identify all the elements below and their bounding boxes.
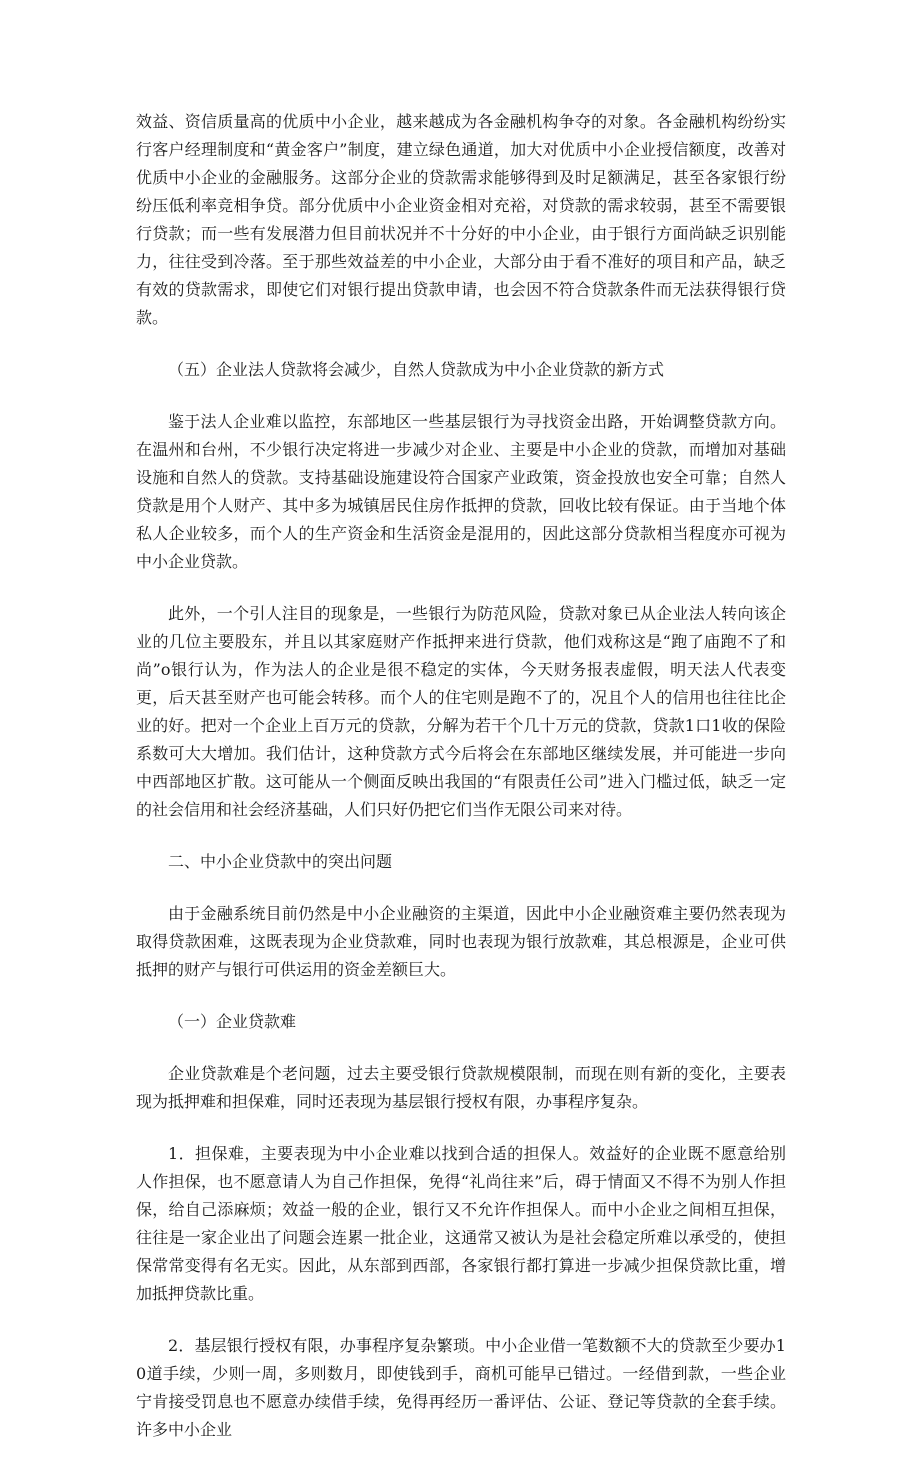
paragraph-loan-difficulty: 企业贷款难是个老问题，过去主要受银行贷款规模限制，而现在则有新的变化，主要表现为抵押难和担保难，同时还表现为基层银行授权有限，办事程序复杂。 xyxy=(136,1064,786,1111)
paragraph-guarantee-difficulty: 1．担保难，主要表现为中小企业难以找到合适的担保人。效益好的企业既不愿意给别人作担保，也不愿意请人为自己作担保，免得“礼尚往来”后，碍于情面又不得不为别人作担保，给自己添麻烦；效益一般的企业，银行又不允许作担保人。而中小企业之间相互担保，往往是一家企业出了问题会连累一批企业，这通常又被认为是社会稳定所难以承受的，使担保常常变得有名无实。因此，从东部到西部，各家银行都打算进一步减少担保贷款比重，增加抵押贷款比重。 xyxy=(136,1144,786,1303)
paragraph-legal-person-loans: 鉴于法人企业难以监控，东部地区一些基层银行为寻找资金出路，开始调整贷款方向。在温州和台州，不少银行决定将进一步减少对企业、主要是中小企业的贷款，而增加对基础设施和自然人的贷款。支持基础设施建设符合国家产业政策，资金投放也安全可靠；自然人贷款是用个人财产、其中多为城镇居民住房作抵押的贷款，回收比较有保证。由于当地个体私人企业较多，而个人的生产资金和生活资金是混用的，因此这部分贷款相当程度亦可视为中小企业贷款。 xyxy=(136,412,786,571)
section-heading-2: 二、中小企业贷款中的突出问题 xyxy=(168,852,393,871)
paragraph-limited-authorization: 2．基层银行授权有限，办事程序复杂繁琐。中小企业借一笔数额不大的贷款至少要办10道手续，少则一周，多则数月，即使钱到手，商机可能早已错过。一经借到款，一些企业宁肯接受罚息也不愿意办续借手续，免得再经历一番评估、公证、登记等贷款的全套手续。许多中小企业 xyxy=(136,1336,786,1439)
subsection-heading-1: （一）企业贷款难 xyxy=(168,1012,297,1031)
document-body xyxy=(136,108,786,1468)
paragraph-financing-difficulty: 由于金融系统目前仍然是中小企业融资的主渠道，因此中小企业融资难主要仍然表现为取得贷款困难，这既表现为企业贷款难，同时也表现为银行放款难，其总根源是，企业可供抵押的财产与银行可供运用的资金差额巨大。 xyxy=(136,904,786,979)
section-heading-5: （五）企业法人贷款将会减少，自然人贷款成为中小企业贷款的新方式 xyxy=(168,360,665,379)
paragraph-shareholder-loans: 此外，一个引人注目的现象是，一些银行为防范风险，贷款对象已从企业法人转向该企业的几位主要股东，并且以其家庭财产作抵押来进行贷款，他们戏称这是“跑了庙跑不了和尚”o银行认为，作为法人的企业是很不稳定的实体，今天财务报表虚假，明天法人代表变更，后天甚至财产也可能会转移。而个人的住宅则是跑不了的，况且个人的信用也往往比企业的好。把对一个企业上百万元的贷款，分解为若干个几十万元的贷款，贷款1口1收的保险系数可大大增加。我们估计，这种贷款方式今后将会在东部地区继续发展，并可能进一步向中西部地区扩散。这可能从一个侧面反映出我国的“有限责任公司”进入门槛过低，缺乏一定的社会信用和社会经济基础，人们只好仍把它们当作无限公司来对待。 xyxy=(136,604,786,819)
paragraph-intro: 效益、资信质量高的优质中小企业，越来越成为各金融机构争夺的对象。各金融机构纷纷实行客户经理制度和“黄金客户”制度，建立绿色通道，加大对优质中小企业授信额度，改善对优质中小企业的金融服务。这部分企业的贷款需求能够得到及时足额满足，甚至各家银行纷纷压低利率竞相争贷。部分优质中小企业资金相对充裕，对贷款的需求较弱，甚至不需要银行贷款；而一些有发展潜力但目前状况并不十分好的中小企业，由于银行方面尚缺乏识别能力，往往受到冷落。至于那些效益差的中小企业，大部分由于看不准好的项目和产品，缺乏有效的贷款需求，即使它们对银行提出贷款申请，也会因不符合贷款条件而无法获得银行贷款。 xyxy=(136,112,786,327)
